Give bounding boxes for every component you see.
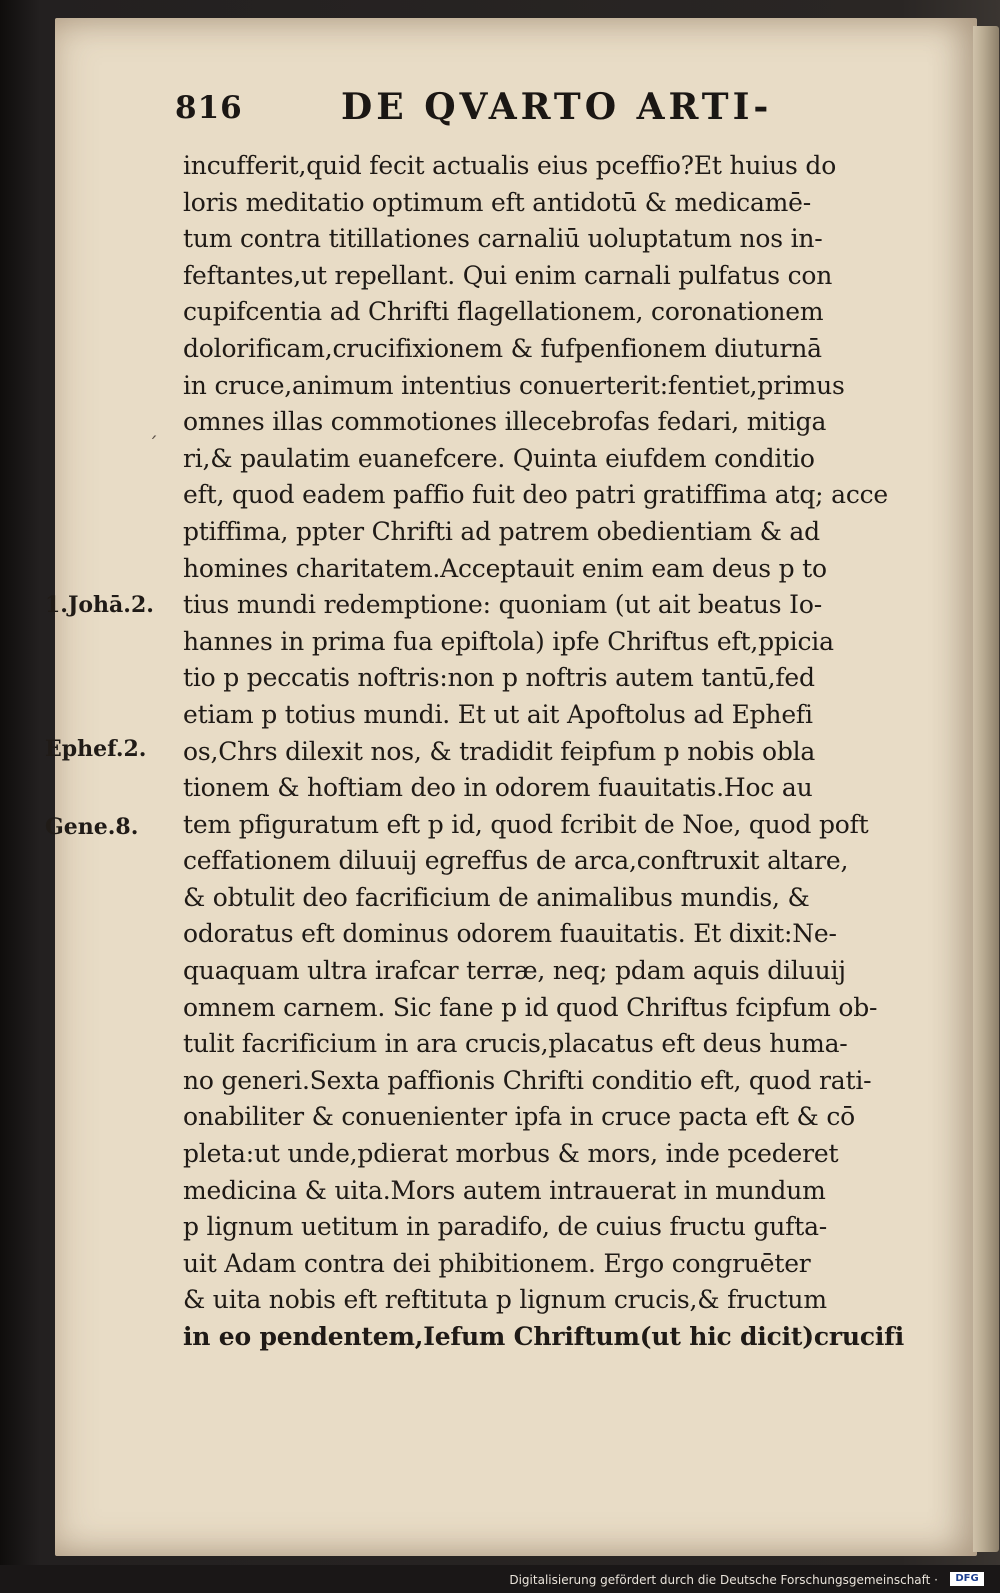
text-line: os,Chrs dilexit nos, & tradidit feipfum p nobis obla — [183, 736, 816, 766]
text-line: uit Adam contra dei phibitionem. Ergo congruēter — [183, 1248, 811, 1278]
text-line: quaquam ultra irafcar terræ, neq; pdam aquis diluuij — [183, 956, 846, 986]
ink-speck: ˊ — [148, 432, 158, 456]
text-line: & uita nobis eft reftituta p lignum crucis,& fructum — [183, 1285, 827, 1315]
text-line: etiam p totius mundi. Et ut ait Apoftolus ad Ephefi — [183, 699, 813, 729]
text-line: no generi.Sexta paffionis Chrifti conditio eft, quod rati- — [183, 1065, 872, 1095]
margin-note-genesis: Gene.8. — [45, 814, 139, 840]
text-line: in eo pendentem,Iefum Chriftum(ut hic dicit)crucifi — [183, 1322, 905, 1351]
text-line: ceffationem diluuij egreffus de arca,conftruxit altare, — [183, 846, 849, 876]
text-line: ptiffima, ppter Chrifti ad patrem obedientiam & ad — [183, 516, 820, 546]
page-number: 816 — [175, 90, 243, 126]
text-line: tem pfiguratum eft p id, quod fcribit de Noe, quod poft — [183, 809, 869, 839]
text-line: & obtulit deo facrificium de animalibus mundis, & — [183, 882, 810, 912]
margin-note-johannes: 1.Johā.2. — [45, 592, 154, 618]
text-line: dolorificam,crucifixionem & fufpenfionem diuturnā — [183, 333, 822, 363]
text-line: tius mundi redemptione: quoniam (ut ait beatus Io- — [183, 590, 822, 620]
text-line: in cruce,animum intentius conuerterit:fentiet,primus — [183, 370, 845, 400]
dfg-logo: DFG — [950, 1572, 984, 1586]
text-line: tionem & hoftiam deo in odorem fuauitatis.Hoc au — [183, 773, 813, 803]
digitization-credit: Digitalisierung gefördert durch die Deutsche Forschungsgemeinschaft · — [509, 1573, 938, 1587]
text-line: omnem carnem. Sic fane p id quod Chriftus fcipfum ob- — [183, 992, 878, 1022]
text-line: omnes illas commotiones illecebrofas fedari, mitiga — [183, 407, 827, 437]
text-line: hannes in prima fua epiftola) ipfe Chriftus eft,ppicia — [183, 626, 834, 656]
text-line: feftantes,ut repellant. Qui enim carnali pulfatus con — [183, 260, 833, 290]
text-line: tum contra titillationes carnaliū uoluptatum nos in- — [183, 224, 823, 254]
text-line: p lignum uetitum in paradifo, de cuius fructu gufta- — [183, 1212, 828, 1242]
page-header — [175, 86, 875, 136]
margin-note-ephesians: Ephef.2. — [45, 736, 147, 762]
running-title: DE QVARTO ARTI- — [341, 86, 773, 128]
footer-bar — [0, 1565, 1000, 1593]
text-line: tio p peccatis noftris:non p noftris autem tantū,fed — [183, 663, 815, 693]
main-text — [183, 148, 903, 1356]
text-line: pleta:ut unde,pdierat morbus & mors, inde pcederet — [183, 1139, 839, 1169]
text-line: cupifcentia ad Chrifti flagellationem, coronationem — [183, 297, 824, 327]
text-line: loris meditatio optimum eft antidotū & medicamē- — [183, 187, 812, 217]
text-line: tulit facrificium in ara crucis,placatus eft deus huma- — [183, 1029, 848, 1059]
text-line: eft, quod eadem paffio fuit deo patri gratiffima atq; acce — [183, 480, 889, 510]
text-line: medicina & uita.Mors autem intrauerat in mundum — [183, 1175, 826, 1205]
text-line: homines charitatem.Acceptauit enim eam deus p to — [183, 553, 827, 583]
text-line: ri,& paulatim euanefcere. Quinta eiufdem conditio — [183, 443, 815, 473]
text-line: odoratus eft dominus odorem fuauitatis. Et dixit:Ne- — [183, 919, 837, 949]
text-line: onabiliter & conuenienter ipfa in cruce pacta eft & cō — [183, 1102, 856, 1132]
page-edge — [973, 26, 999, 1552]
text-line: incufferit,quid fecit actualis eius pceffio?Et huius do — [183, 151, 837, 180]
